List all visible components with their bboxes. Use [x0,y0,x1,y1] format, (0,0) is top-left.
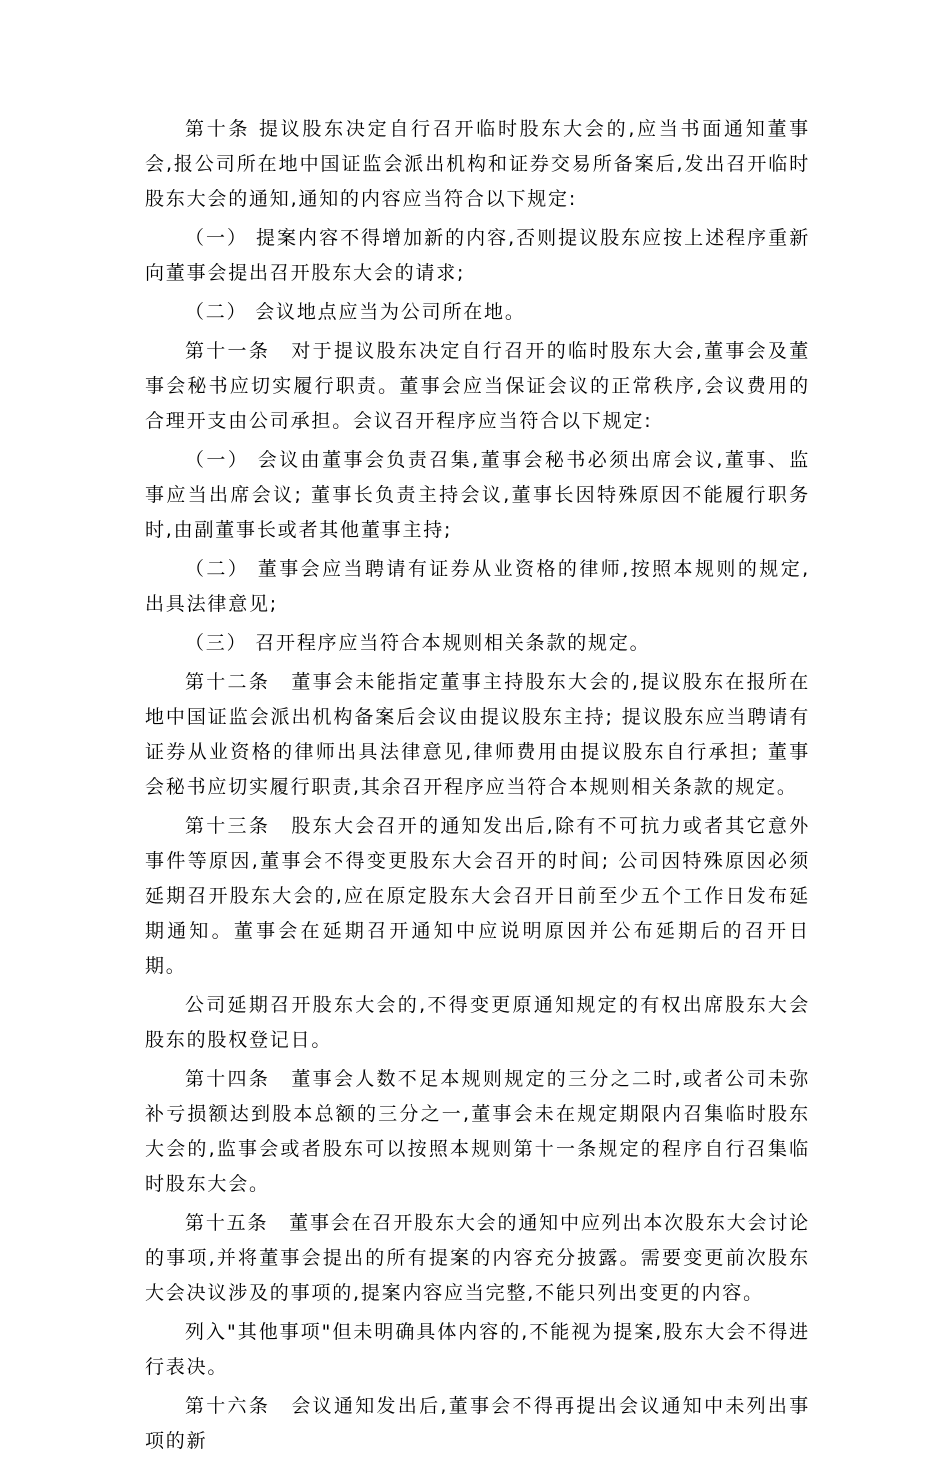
article-11-item-1: （一） 会议由董事会负责召集,董事会秘书必须出席会议,董事、监事应当出席会议; 董事长负责主持会议,董事长因特殊原因不能履行职务时,由副董事长或者其他董事主持; [145,449,810,541]
article-15-paragraph: 第十五条 董事会在召开股东大会的通知中应列出本次股东大会讨论的事项,并将董事会提出的所有提案的内容充分披露。需要变更前次股东大会决议涉及的事项的,提案内容应当完整,不能只列出变更的内容。 [145,1212,810,1304]
article-11-item-3: （三） 召开程序应当符合本规则相关条款的规定。 [185,632,651,654]
article-11-paragraph: 第十一条 对于提议股东决定自行召开的临时股东大会,董事会及董事会秘书应切实履行职责。董事会应当保证会议的正常秩序,会议费用的合理开支由公司承担。会议召开程序应当符合以下规定: [145,340,810,432]
article-15-continuation: 列入"其他事项"但未明确具体内容的,不能视为提案,股东大会不得进行表决。 [145,1321,810,1378]
article-16-paragraph: 第十六条 会议通知发出后,董事会不得再提出会议通知中未列出事项的新 [145,1395,810,1452]
article-12-paragraph: 第十二条 董事会未能指定董事主持股东大会的,提议股东在报所在地中国证监会派出机构备案后会议由提议股东主持; 提议股东应当聘请有证券从业资格的律师出具法律意见,律师费用由提议股东自行承担; 董事会秘书应切实履行职责,其余召开程序应当符合本规则相关条款的规定。 [145,671,810,798]
article-13-paragraph: 第十三条 股东大会召开的通知发出后,除有不可抗力或者其它意外事件等原因,董事会不得变更股东大会召开的时间; 公司因特殊原因必须延期召开股东大会的,应在原定股东大会召开日前至少五个工作日发布延期通知。董事会在延期召开通知中应说明原因并公布延期后的召开日期。 [145,815,810,977]
article-10-item-2: （二） 会议地点应当为公司所在地。 [185,301,526,323]
article-11-item-2: （二） 董事会应当聘请有证券从业资格的律师,按照本规则的规定,出具法律意见; [145,558,810,615]
article-10-item-1: （一） 提案内容不得增加新的内容,否则提议股东应按上述程序重新向董事会提出召开股东大会的请求; [145,227,810,284]
article-13-continuation: 公司延期召开股东大会的,不得变更原通知规定的有权出席股东大会股东的股权登记日。 [145,994,810,1051]
document-body [145,112,810,1463]
article-14-paragraph: 第十四条 董事会人数不足本规则规定的三分之二时,或者公司未弥补亏损额达到股本总额的三分之一,董事会未在规定期限内召集临时股东大会的,监事会或者股东可以按照本规则第十一条规定的程序自行召集临时股东大会。 [145,1068,810,1195]
article-10-paragraph: 第十条 提议股东决定自行召开临时股东大会的,应当书面通知董事会,报公司所在地中国证监会派出机构和证券交易所备案后,发出召开临时股东大会的通知,通知的内容应当符合以下规定: [145,118,810,210]
